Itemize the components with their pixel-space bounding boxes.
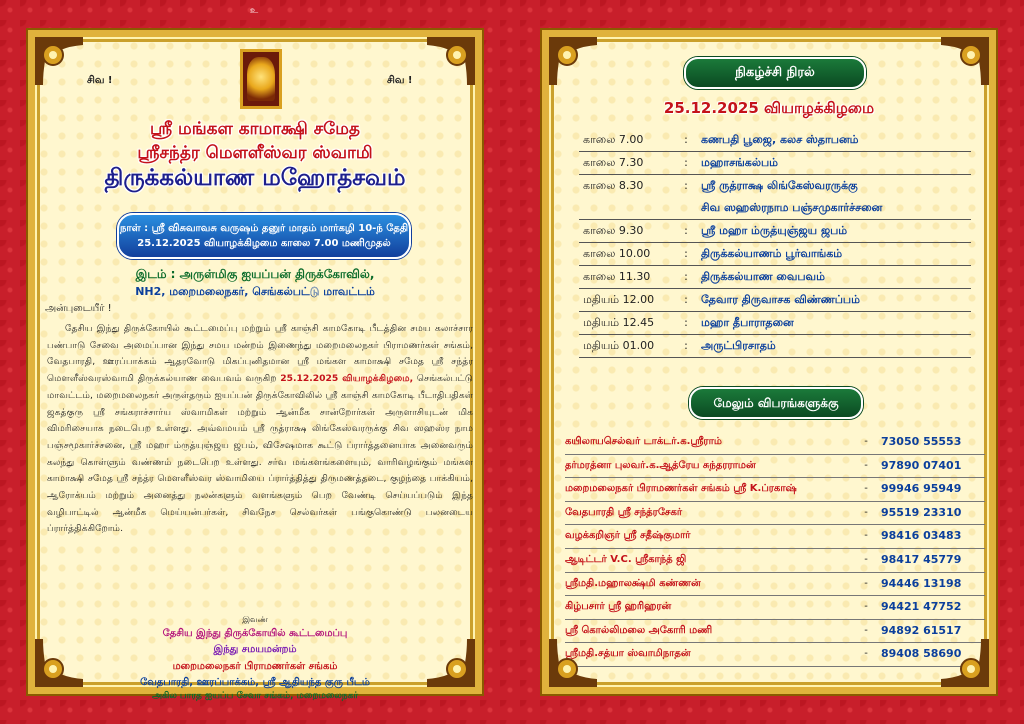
corner-ornament-icon	[547, 637, 599, 689]
date-line-1: நாள் : ஸ்ரீ விசுவாவசு வருஷம் தனுர் மாதம் மார்கழி 10-ந் தேதி	[119, 223, 409, 234]
corner-ornament-icon	[939, 35, 991, 87]
invitation-panel	[28, 30, 482, 701]
pillaiyar-suzhi-mark: உ	[250, 6, 259, 16]
schedule-list	[579, 129, 971, 358]
more-info-heading: மேலும் விபரங்களுக்கு	[689, 387, 863, 419]
title-line-2: ஸ்ரீசந்த்ர மௌளீஸ்வர ஸ்வாமி	[137, 143, 373, 163]
schedule-row: காலை 10.00 : திருக்கல்யாணம் பூர்வாங்கம்	[579, 243, 971, 266]
schedule-row: காலை 11.30 : திருக்கல்யாண வைபவம்	[579, 266, 971, 289]
schedule-row: காலை 7.00 : கணபதி பூஜை, கலச ஸ்தாபனம்	[579, 129, 971, 152]
siva-right: சிவ !	[387, 75, 413, 86]
program-panel	[542, 30, 996, 694]
date-line-2: 25.12.2025 வியாழக்கிழமை காலை 7.00 மணிமுதல்	[137, 238, 391, 249]
corner-ornament-icon	[939, 637, 991, 689]
corner-ornament-icon	[547, 35, 599, 87]
contact-row: கிழ்பசார் ஸ்ரீ ஹரிஹரன் - 94421 47752	[565, 596, 985, 620]
siva-left: சிவ !	[87, 75, 113, 86]
schedule-row: மதியம் 12.45 : மஹா தீபாராதனை	[579, 312, 971, 335]
corner-ornament-icon	[33, 637, 85, 689]
program-heading: நிகழ்ச்சி நிரல்	[684, 57, 866, 89]
sign-head: இவண்	[242, 615, 268, 624]
contact-row: வழக்கறிஞர் ஸ்ரீ சதீஷ்குமார் - 98416 03483	[565, 525, 985, 549]
contact-row: மறைமலைநகர் பிராமணர்கள் சங்கம் ஸ்ரீ K.ப்ரகாஷ் - 99946 95949	[565, 478, 985, 502]
corner-ornament-icon	[425, 637, 477, 689]
contact-list	[565, 431, 985, 667]
title-line-1: ஸ்ரீ மங்கள காமாக்ஷி சமேத	[149, 119, 360, 139]
schedule-row: மதியம் 12.00 : தேவார திருவாசக விண்ணப்பம்	[579, 289, 971, 312]
venue-line-2: NH2, மறைமலைநகர், செங்கல்பட்டு மாவட்டம்	[135, 285, 375, 298]
org-name: தேசிய இந்து திருக்கோயில் கூட்டமைப்பு	[162, 628, 348, 639]
venue-line-1: இடம் : அருள்மிகு ஐயப்பன் திருக்கோவில்,	[135, 267, 375, 281]
corner-ornament-icon	[425, 35, 477, 87]
schedule-row: காலை 7.30 : மஹாசங்கல்பம்	[579, 152, 971, 175]
org-name: மறைமலைநகர் பிராமணர்கள் சங்கம்	[172, 661, 338, 672]
contact-row: ஸ்ரீ கொல்லிமலை அகோரி மணி - 94892 61517	[565, 620, 985, 644]
corner-ornament-icon	[33, 35, 85, 87]
body-date: 25.12.2025 வியாழக்கிழமை,	[280, 373, 414, 385]
schedule-row: மதியம் 01.00 : அருட்பிரசாதம்	[579, 335, 971, 358]
deity-image	[240, 49, 282, 109]
program-date: 25.12.2025 வியாழக்கிழமை	[663, 99, 875, 117]
schedule-row: காலை 9.30 : ஸ்ரீ மஹா ம்ருத்யுஞ்ஜய ஜபம்	[579, 220, 971, 243]
org-name: இந்து சமயமன்றம்	[213, 644, 297, 655]
date-box	[117, 213, 411, 259]
schedule-row: காலை 8.30 : ஸ்ரீ ருத்ராக்ஷ லிங்கேஸ்வரருக்கு சிவ ஸஹஸ்ரநாம பஞ்சமுகார்ச்சனை	[579, 175, 971, 220]
org-name: அகில பாரத ஐயப்ப சேவா சங்கம், மறைமலைநகர்	[151, 691, 359, 701]
contact-row: தர்மரத்னா புலவர்.க.ஆத்ரேய சுந்தரராமன் - 97890 07401	[565, 455, 985, 479]
event-title: திருக்கல்யாண மஹோத்சவம்	[104, 165, 406, 191]
contact-row: ஸ்ரீமதி.சத்யா ஸ்வாமிநாதன் - 89408 58690	[565, 643, 985, 667]
contact-row: ஆடிட்டர் V.C. ஸ்ரீகாந்த் ஜி - 98417 45779	[565, 549, 985, 573]
contact-row: ஸ்ரீமதி.மஹாலக்ஷ்மி கண்ணன் - 94446 13198	[565, 573, 985, 597]
org-name: வேதபாரதி, ஊரப்பாக்கம், ஸ்ரீ ஆதியந்த குரு பீடம்	[140, 677, 370, 688]
invitation-body: தேசிய இந்து திருக்கோயில் கூட்டமைப்பு மற்றும் ஸ்ரீ காஞ்சி காமகோடி பீடத்தின சமய கலாச்சார பண்பாடு சேவை அமைப்பான இந்து சமய மன்றம் இணைந்து மறைமலைநகர் பிராமணர்கள் சங்கம், வேதபாரதி, ஊரப்பாக்கம் ஆதரவோடு மிகப்புனிதமான ஸ்ரீ மங்கள காமாக்ஷி சமேத ஸ்ரீ சந்த்ர மௌளீஸ்வரஸ்வாமி திருக்கல்யாண வைபவம் வருகிற 25.12.2025 வியாழக்கிழமை, செங்கல்பட்டு மாவட்டம், மறைமலைநகர் அருள்தரும் ஐயப்பன் திருக்கோவிலில் ஸ்ரீ காஞ்சி காமகோடி பீடாதிபதிகள் ஜகத்குரு ஸ்ரீ சங்கராச்சார்ய ஸ்வாமிகள் மற்றும் ஆன்மீக சான்றோர்கள் அருளாசியுடன் மிக விமரிசையாக நடைபெற உள்ளது. அவ்வமயம் ஸ்ரீ ருத்ராக்ஷ லிங்கேஸ்வரருக்கு சிவ ஸஹஸ்ர நாம பஞ்சமூகார்ச்சனை, ஸ்ரீ மஹா ம்ருத்யுஞ்ஜய ஜபம், விசேஷமாக கூட்டு ப்ரார்த்தனையாக அனைவரும் கலந்து கொள்ளும் வண்ணம் நடைபெற உள்ளது. சர்வ மங்களங்களையும், வாரிவழங்கும் மங்கள காமாக்ஷி சமேத ஸ்ரீ சந்த்ர மௌளீஸ்வர ஸ்வாமியை ப்ரார்த்தித்து திருமணத்தடை, குழந்தை பாக்கியம், ஆரோக்யம் மற்றும் அனைத்து நலன்களும் வளங்களும் பெற வேண்டி செய்யப்படும் இந்த வழிபாட்டில் ஆன்மீக மெய்யன்பர்கள், சிவநேச செல்வர்கள் பங்குகொண்டு பலனடைய ப்ரார்த்திக்கிறோம்.	[47, 323, 473, 535]
contact-row: வேதபாரதி ஸ்ரீ சந்த்ரசேகர் - 95519 23310	[565, 502, 985, 526]
contact-row: கயிலாயசெல்வர் டாக்டர்.க.ஸ்ரீராம் - 73050 55553	[565, 431, 985, 455]
greeting: அன்புடையீர் !	[45, 303, 112, 314]
